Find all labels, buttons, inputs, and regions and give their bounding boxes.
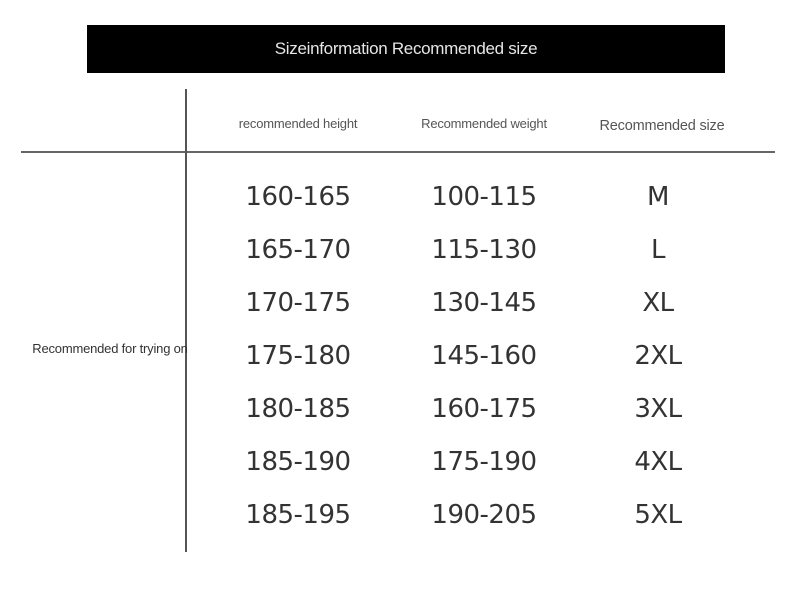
header-weight: Recommended weight [421,116,547,131]
height-cell: 175-180 [245,341,351,371]
row-label: Recommended for trying on [32,341,188,356]
page-title: Sizeinformation Recommended size [274,39,538,58]
table-row [0,172,790,225]
weight-cell: 100-115 [431,182,537,212]
height-cell: 170-175 [245,288,351,318]
table-row [0,331,790,384]
table-row [0,384,790,437]
header-divider [21,151,775,153]
height-cell: 160-165 [245,182,351,212]
height-cell: 165-170 [245,235,351,265]
weight-cell: 130-145 [431,288,537,318]
height-cell: 185-190 [245,447,351,477]
size-cell: 2XL [634,341,682,371]
size-table-body [0,172,790,543]
height-cell: 180-185 [245,394,351,424]
header-height: recommended height [238,116,358,131]
size-cell: L [651,235,665,265]
weight-cell: 160-175 [431,394,537,424]
size-cell: XL [642,288,674,318]
size-cell: 4XL [634,447,682,477]
weight-cell: 115-130 [431,235,537,265]
size-cell: M [647,182,669,212]
weight-cell: 175-190 [431,447,537,477]
table-row [0,278,790,331]
weight-cell: 190-205 [431,500,537,530]
height-cell: 185-195 [245,500,351,530]
size-cell: 3XL [634,394,682,424]
size-cell: 5XL [634,500,682,530]
table-row [0,225,790,278]
weight-cell: 145-160 [431,341,537,371]
title-bar [87,25,725,73]
table-row [0,437,790,490]
header-size: Recommended size [599,118,725,134]
table-row [0,490,790,543]
